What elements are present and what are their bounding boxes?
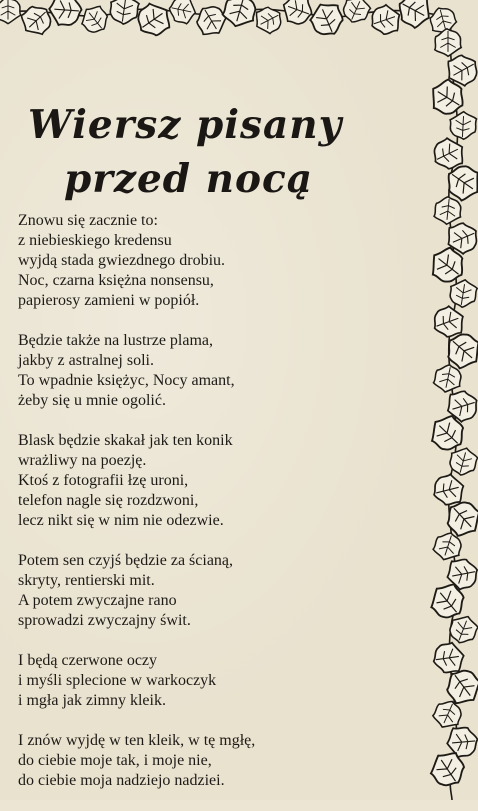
- verse-line: Będzie także na lustrze plama,: [18, 332, 214, 349]
- poem-title: [18, 98, 398, 206]
- verse-line: skryty, rentierski mit.: [18, 572, 155, 589]
- ivy-leaf-icon: [0, 0, 21, 24]
- stanza: [18, 431, 418, 531]
- ivy-leaf-icon: [167, 0, 198, 25]
- stanza: [18, 651, 418, 711]
- verse-line: Blask będzie skakał jak ten konik: [18, 432, 233, 449]
- verse-line: wyjdą stada gwiezdnego drobiu.: [18, 252, 226, 269]
- stanza: [18, 211, 418, 311]
- verse-line: To wpadnie księżyc, Nocy amant,: [18, 372, 235, 389]
- verse-line: do ciebie moja nadziejo nadziei.: [18, 772, 225, 789]
- verse-line: wrażliwy na poezję.: [18, 452, 147, 469]
- verse-line: Potem sen czyjś będzie za ścianą,: [18, 552, 234, 569]
- verse-line: z niebieskiego kredensu: [18, 232, 172, 249]
- ivy-leaf-icon: [251, 3, 286, 37]
- stanza: [18, 331, 418, 411]
- ivy-leaf-icon: [435, 29, 461, 57]
- poem-title-line-2: przed nocą: [64, 156, 314, 202]
- verse-line: i myśli splecione w warkoczyk: [18, 672, 217, 689]
- ivy-leaf-icon: [367, 2, 404, 38]
- verse-line: I będą czerwone oczy: [18, 652, 158, 669]
- verse-line: Ktoś z fotografii łzę uroni,: [18, 472, 189, 489]
- verse-line: A potem zwyczajne rano: [18, 592, 177, 609]
- ivy-leaf-icon: [433, 195, 462, 225]
- poem-title-line-1: Wiersz pisany: [28, 102, 343, 148]
- verse-line: Znowu się zacznie to:: [18, 212, 158, 229]
- ivy-leaf-icon: [48, 0, 82, 27]
- verse-line: Noc, czarna księżna nonsensu,: [18, 272, 214, 289]
- ivy-leaf-icon: [279, 0, 316, 28]
- ivy-leaf-icon: [449, 111, 477, 140]
- ivy-leaf-icon: [431, 641, 465, 674]
- verse-line: I znów wyjdę w ten kleik, w tę mgłę,: [18, 732, 256, 749]
- ivy-leaf-icon: [220, 0, 259, 30]
- ivy-leaf-icon: [339, 0, 373, 27]
- verse-line: żeby się u mnie ogolić.: [18, 392, 166, 409]
- verse-line: telefon nagle się rozdzwoni,: [18, 492, 199, 509]
- verse-line: papierosy zamieni w popiół.: [18, 292, 200, 309]
- stanza: [18, 731, 418, 791]
- poem-body: [18, 211, 418, 811]
- verse-line: lecz nikt się w nim nie odezwie.: [18, 512, 224, 529]
- stanza: [18, 551, 418, 631]
- verse-line: jakby z astralnej soli.: [18, 352, 154, 369]
- ivy-leaf-icon: [306, 0, 347, 40]
- ivy-leaf-icon: [448, 278, 478, 309]
- ivy-leaf-icon: [108, 0, 140, 26]
- ivy-leaf-icon: [77, 1, 113, 37]
- verse-line: do ciebie moje tak, i moje nie,: [18, 752, 212, 769]
- verse-line: i mgła jak zimny kleik.: [18, 692, 166, 709]
- verse-line: sprowadzi zwyczajny świt.: [18, 612, 191, 629]
